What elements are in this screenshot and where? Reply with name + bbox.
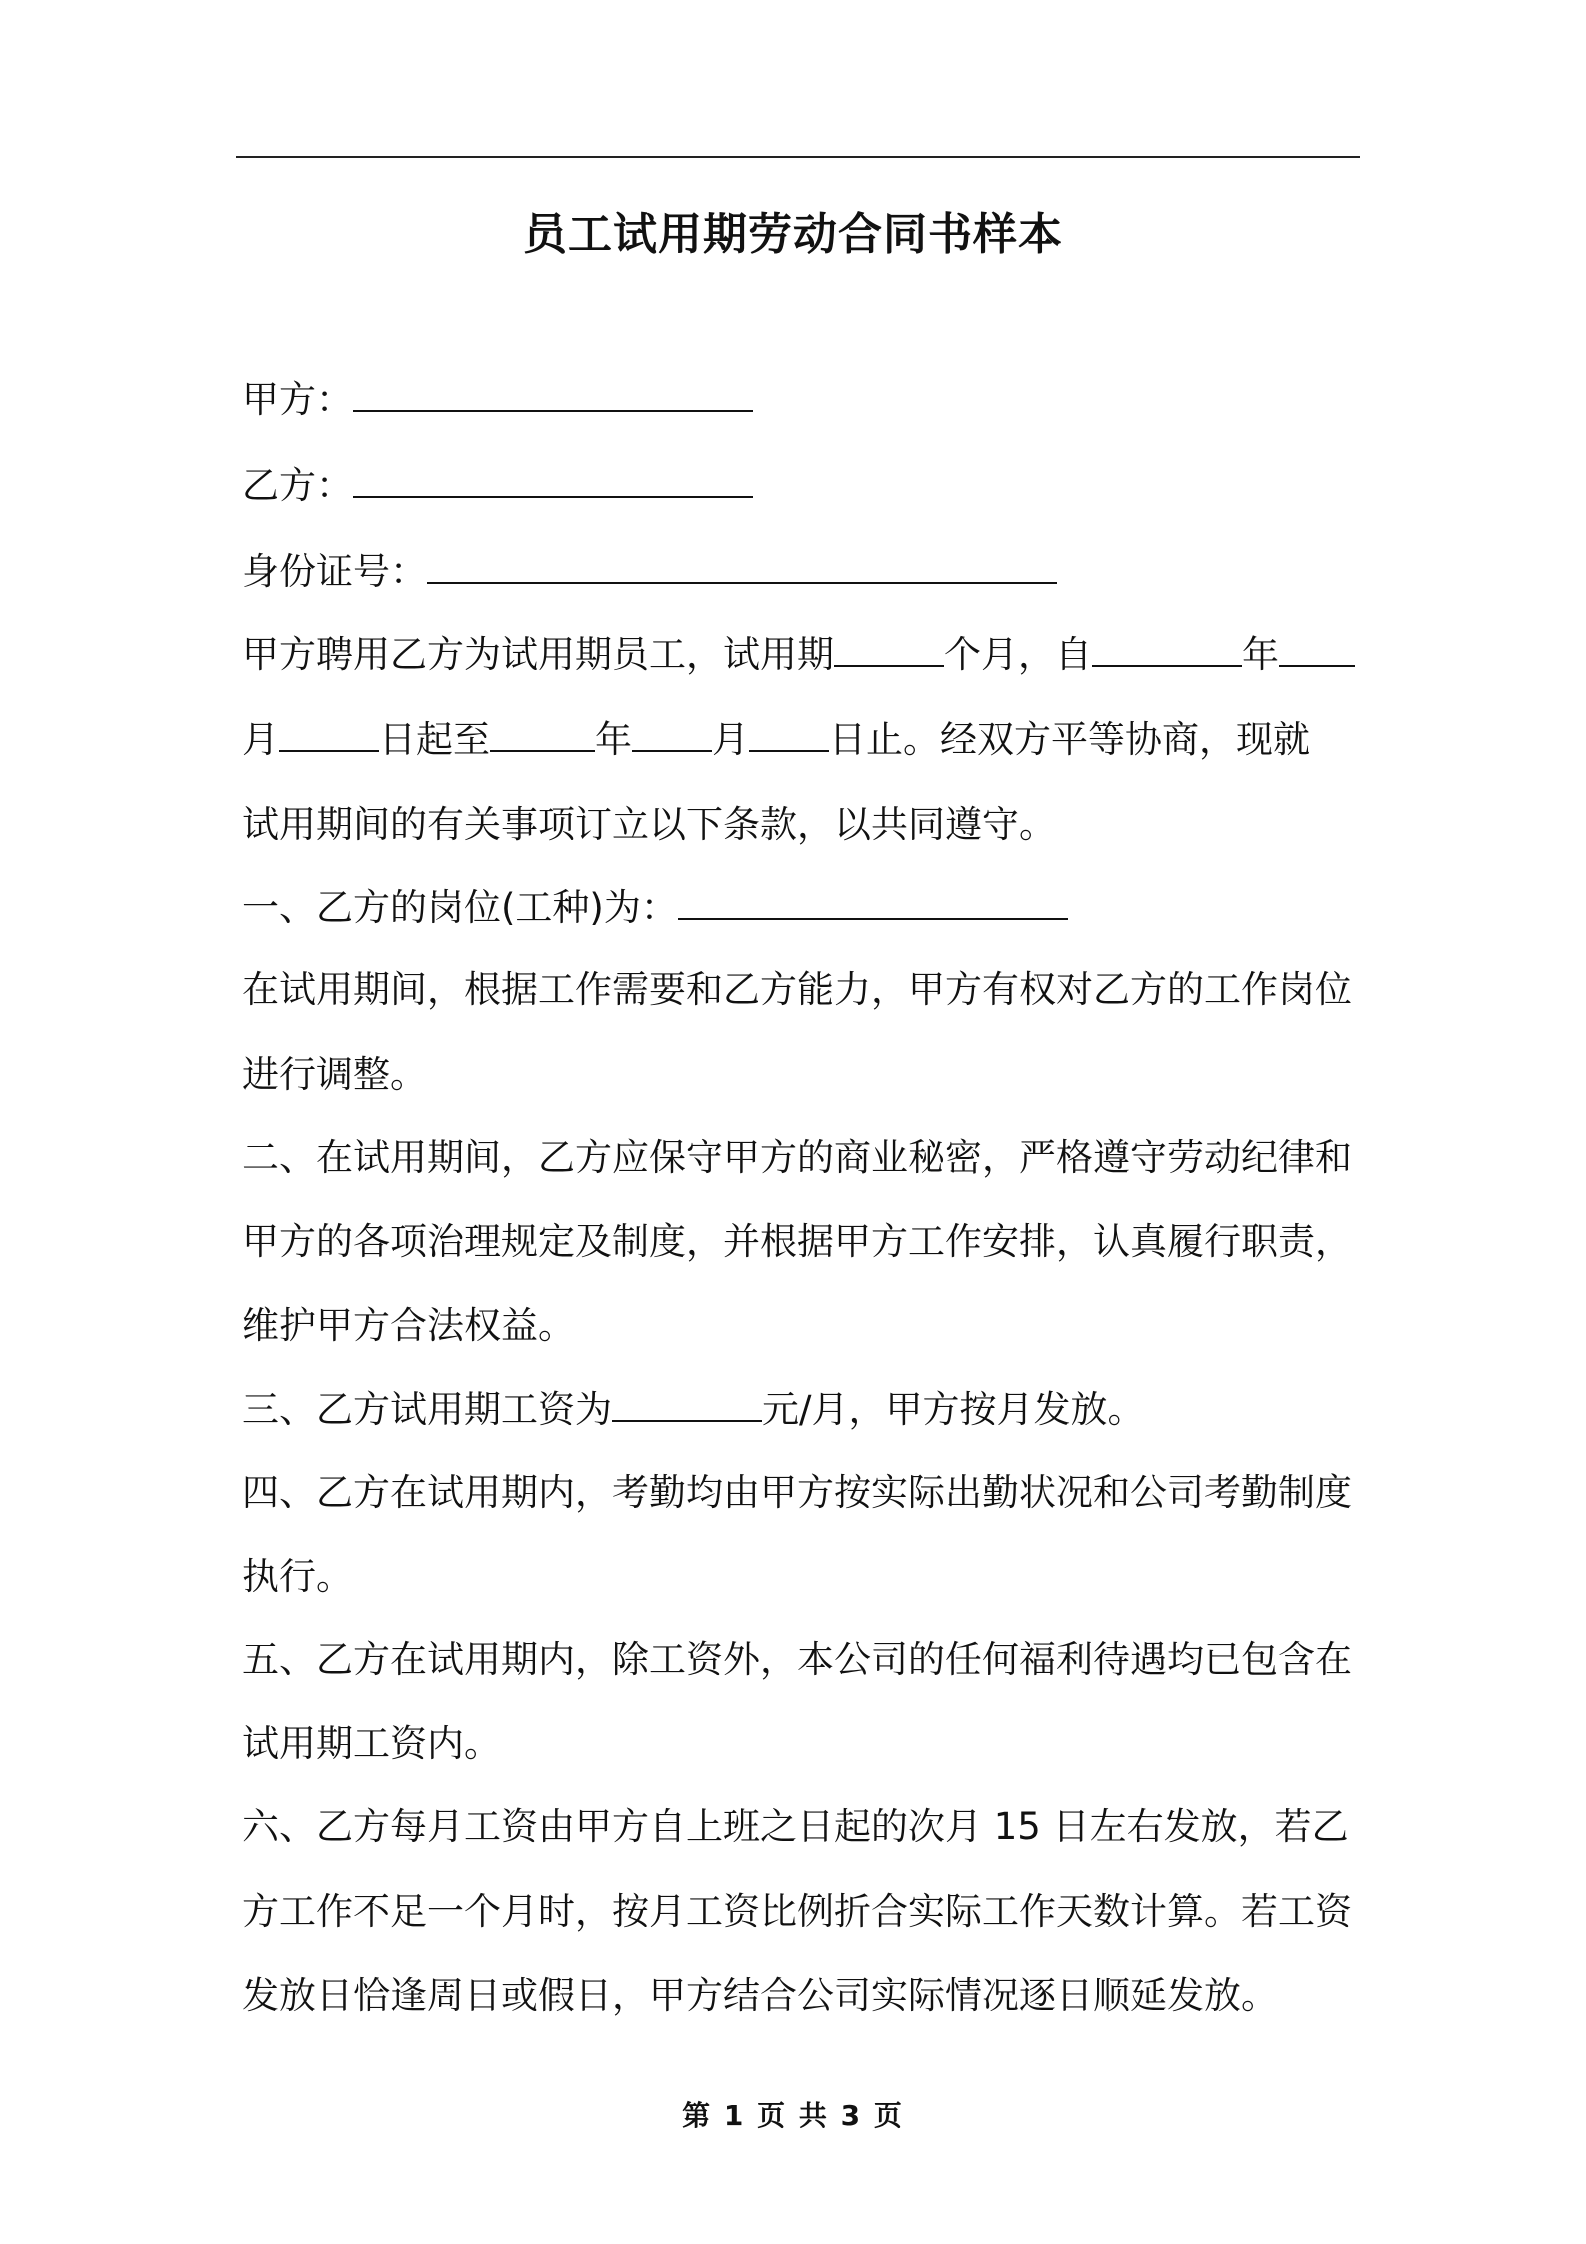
position-blank[interactable] [678, 880, 1068, 920]
clause-3-text-before: 三、乙方试用期工资为 [242, 1388, 612, 1431]
id-number-label: 身份证号： [242, 550, 427, 593]
intro-text-7: 月 [712, 718, 749, 761]
intro-text-2: 个月，自 [944, 633, 1092, 676]
salary-blank[interactable] [612, 1382, 762, 1422]
end-day-blank[interactable] [749, 712, 829, 752]
end-year-blank[interactable] [490, 712, 595, 752]
intro-line-3 [242, 795, 1360, 855]
start-month-blank[interactable] [1279, 627, 1355, 667]
clause-4-line-1: 四、乙方在试用期内，考勤均由甲方按实际出勤状况和公司考勤制度 [242, 1471, 1352, 1514]
party-a-label: 甲方： [242, 378, 353, 421]
intro-text-3: 年 [1242, 633, 1279, 676]
intro-text-4: 月 [242, 718, 279, 761]
start-year-blank[interactable] [1092, 627, 1242, 667]
party-a-blank[interactable] [353, 372, 753, 412]
page-number: 第 1 页 共 3 页 [682, 2099, 904, 2132]
clause-2-line-1: 二、在试用期间，乙方应保守甲方的商业秘密，严格遵守劳动纪律和 [242, 1136, 1352, 1179]
id-number-line [242, 542, 1360, 602]
intro-text-1: 甲方聘用乙方为试用期员工，试用期 [242, 633, 834, 676]
clause-3-text-after: 元/月，甲方按月发放。 [762, 1388, 1145, 1431]
party-b-line [242, 456, 1360, 516]
id-number-blank[interactable] [427, 544, 1057, 584]
start-day-blank[interactable] [279, 712, 379, 752]
intro-text-6: 年 [595, 718, 632, 761]
party-a-line [242, 370, 1360, 430]
clause-6-line-1: 六、乙方每月工资由甲方自上班之日起的次月 15 日左右发放，若乙 [242, 1805, 1349, 1848]
intro-text-9: 试用期间的有关事项订立以下条款，以共同遵守。 [242, 803, 1056, 846]
intro-text-8: 日止。经双方平等协商，现就 [829, 718, 1310, 761]
document-title: 员工试用期劳动合同书样本 [523, 209, 1063, 260]
clause-5-line-2: 试用期工资内。 [242, 1722, 501, 1765]
header-rule [236, 156, 1360, 158]
clause-4-line-2: 执行。 [242, 1555, 353, 1598]
clause-1-heading-line [242, 878, 1360, 938]
clause-1-line-1: 在试用期间，根据工作需要和乙方能力，甲方有权对乙方的工作岗位 [242, 968, 1352, 1011]
clause-2-line-3: 维护甲方合法权益。 [242, 1304, 575, 1347]
clause-6-line-2: 方工作不足一个月时，按月工资比例折合实际工作天数计算。若工资 [242, 1890, 1352, 1933]
clause-2-line-2: 甲方的各项治理规定及制度，并根据甲方工作安排，认真履行职责， [242, 1220, 1352, 1263]
probation-months-blank[interactable] [834, 627, 944, 667]
clause-6-line-3: 发放日恰逢周日或假日，甲方结合公司实际情况逐日顺延发放。 [242, 1974, 1278, 2017]
clause-1-line-2: 进行调整。 [242, 1053, 427, 1096]
party-b-label: 乙方： [242, 464, 353, 507]
clause-5-line-1: 五、乙方在试用期内，除工资外，本公司的任何福利待遇均已包含在 [242, 1638, 1352, 1681]
clause-3-line [242, 1380, 1360, 1440]
intro-text-5: 日起至 [379, 718, 490, 761]
end-month-blank[interactable] [632, 712, 712, 752]
party-b-blank[interactable] [353, 458, 753, 498]
intro-line-1 [242, 625, 1360, 685]
clause-1-heading: 一、乙方的岗位(工种)为： [242, 886, 678, 929]
intro-line-2 [242, 710, 1360, 770]
